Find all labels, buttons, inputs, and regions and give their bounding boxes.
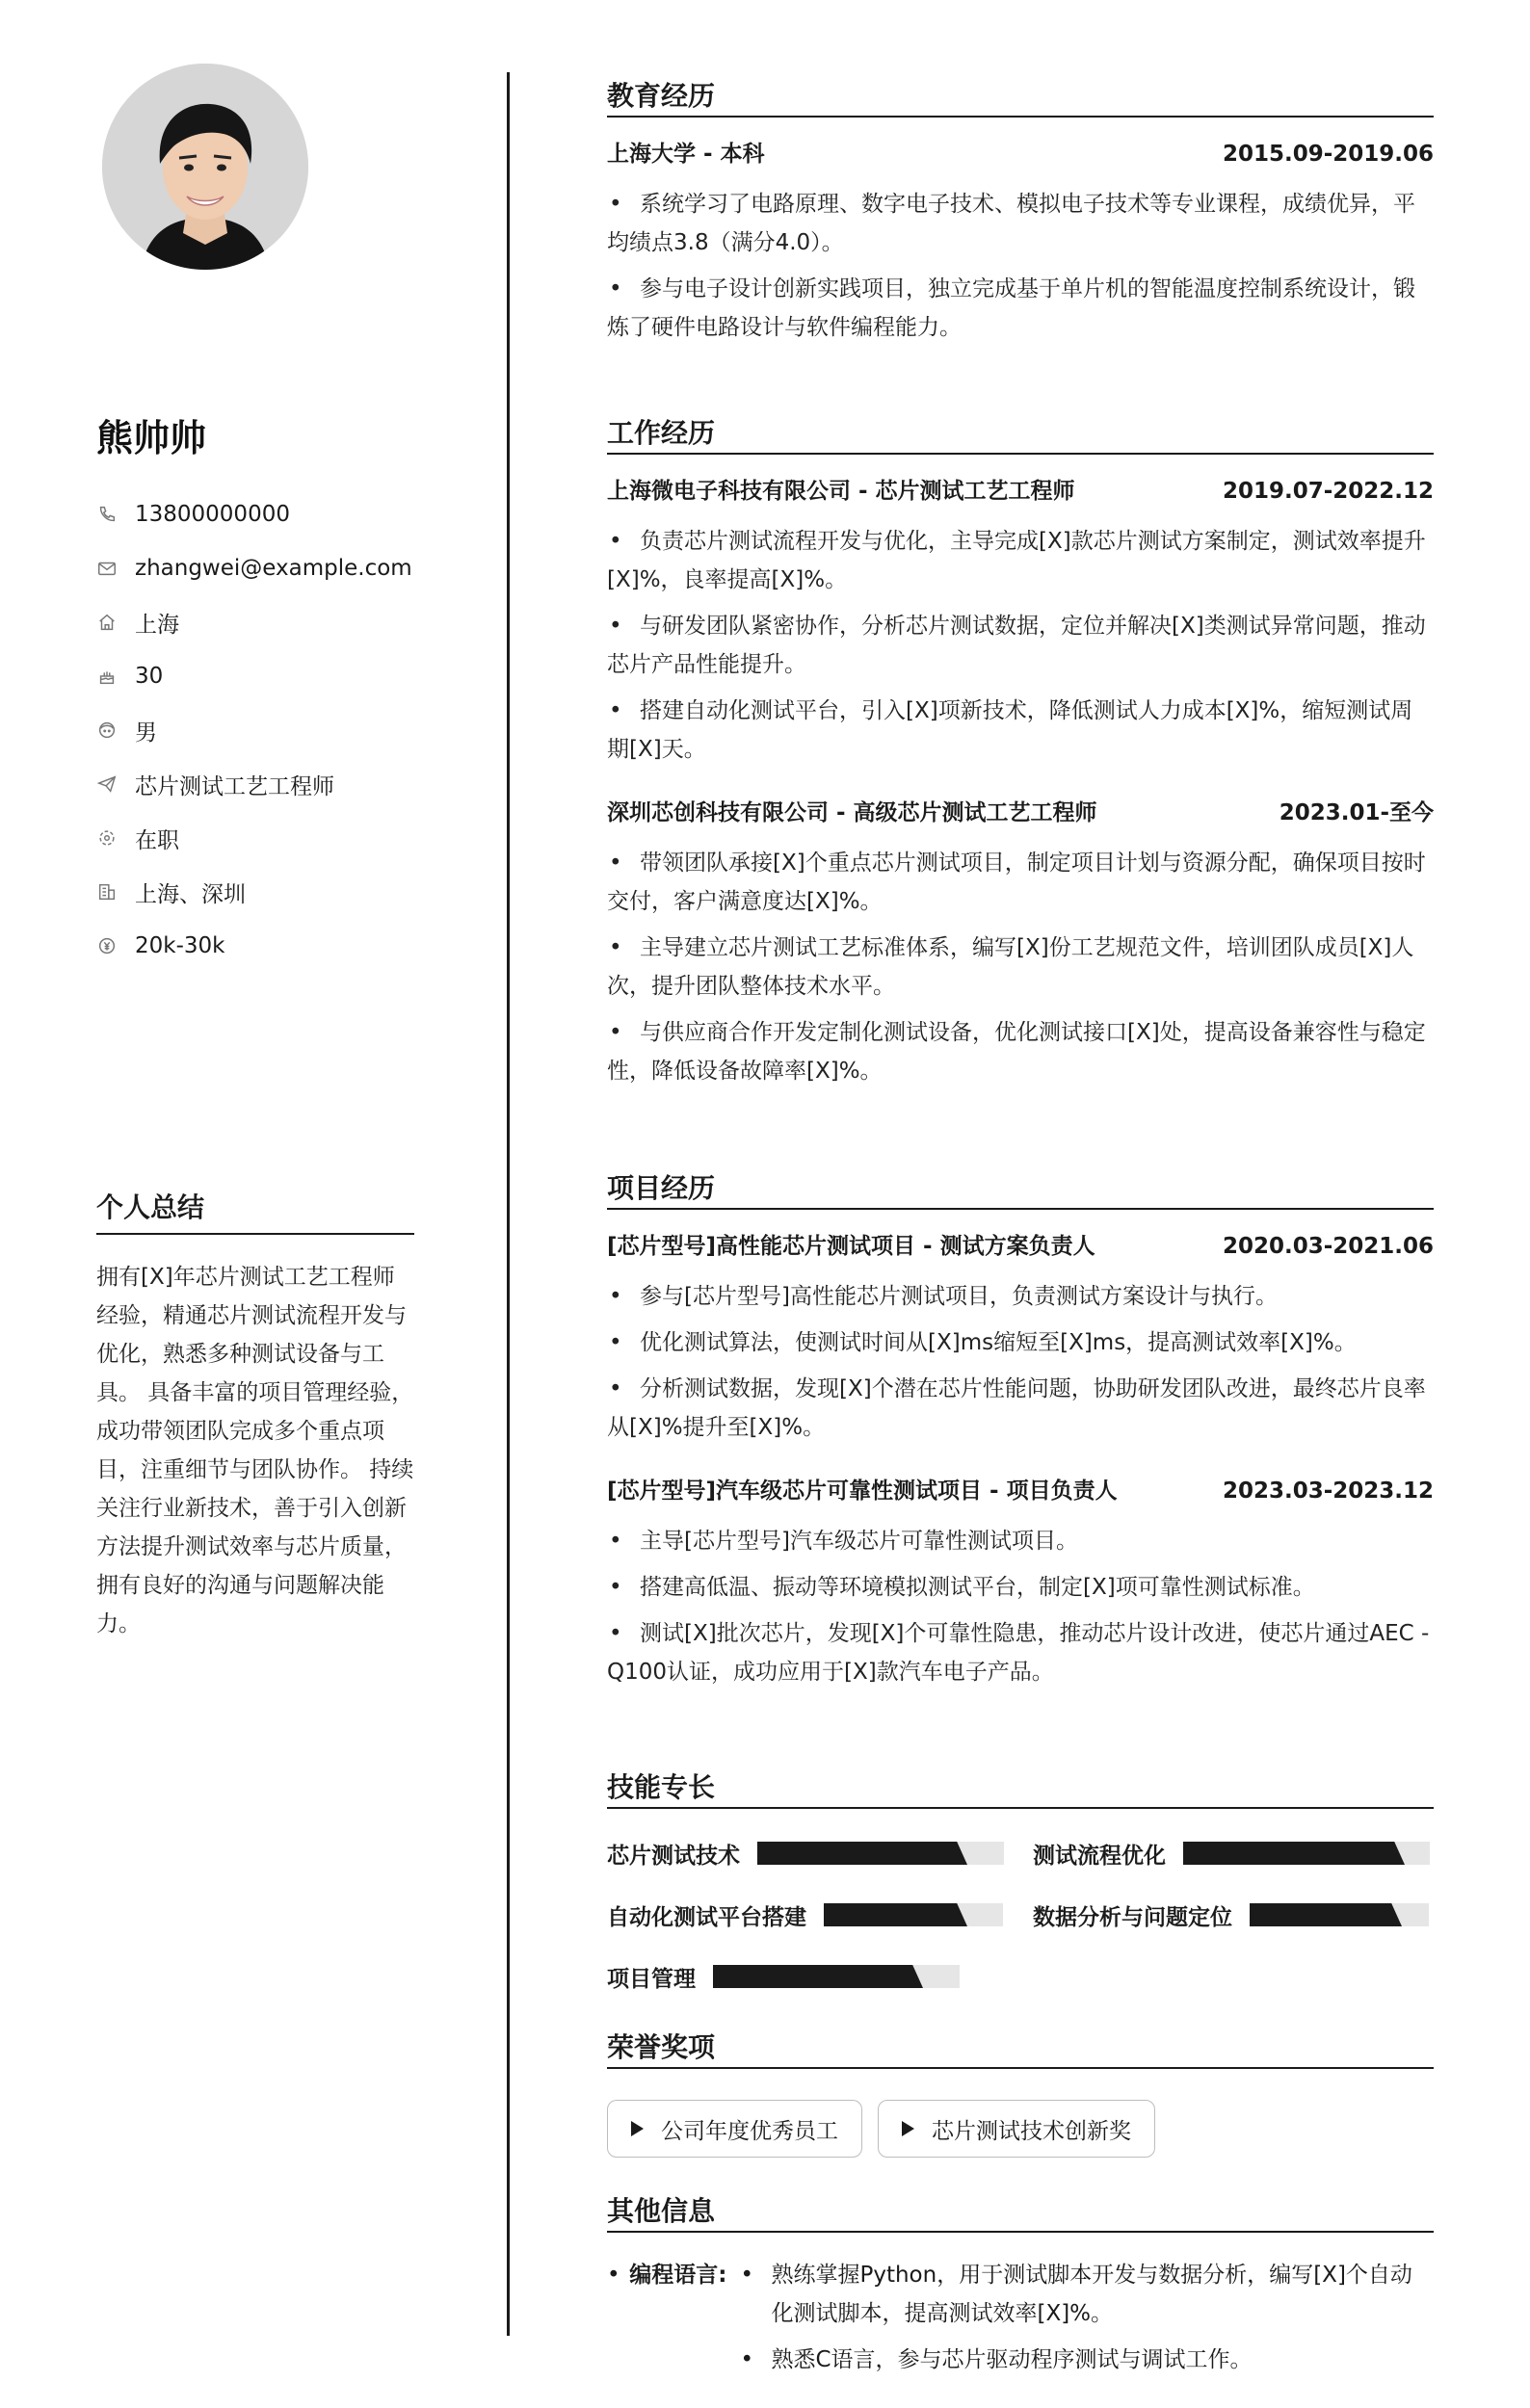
list-item: • 熟练掌握Python，用于测试脚本开发与数据分析，编写[X]个自动化测试脚本，提高测试效率[X]%。 xyxy=(738,2256,1434,2333)
project-bullets xyxy=(607,1522,1434,1691)
work-entry-head xyxy=(607,472,1434,510)
skill-bar xyxy=(1250,1903,1429,1926)
contact-position xyxy=(96,757,412,811)
other-list xyxy=(738,2256,1434,2387)
project-name: [芯片型号]高性能芯片测试项目 - 测试方案负责人 xyxy=(607,1234,1095,1259)
list-item: • 主导建立芯片测试工艺标准体系，编写[X]份工艺规范文件，培训团队成员[X]人次，提升团队整体技术水平。 xyxy=(607,929,1434,1006)
work-company: 深圳芯创科技有限公司 - 高级芯片测试工艺工程师 xyxy=(607,800,1097,825)
list-item: • 优化测试算法，使测试时间从[X]ms缩短至[X]ms，提高测试效率[X]%。 xyxy=(607,1323,1434,1362)
avatar xyxy=(102,64,308,270)
contact-email-text: zhangwei@example.com xyxy=(135,556,412,581)
status-icon xyxy=(96,827,118,849)
list-item: • 参与电子设计创新实践项目，独立完成基于单片机的智能温度控制系统设计，锻炼了硬件电路设计与软件编程能力。 xyxy=(607,270,1434,347)
contact-email xyxy=(96,541,412,595)
skill-name: 数据分析与问题定位 xyxy=(1033,1904,1232,1930)
project-name: [芯片型号]汽车级芯片可靠性测试项目 - 项目负责人 xyxy=(607,1479,1118,1504)
summary-title: 个人总结 xyxy=(96,1187,414,1235)
contact-age-text: 30 xyxy=(135,664,164,689)
building-icon xyxy=(96,881,118,903)
skill-name: 自动化测试平台搭建 xyxy=(607,1904,806,1930)
list-item: • 与供应商合作开发定制化测试设备，优化测试接口[X]处，提高设备兼容性与稳定性，降低设备故障率[X]%。 xyxy=(607,1013,1434,1090)
home-icon xyxy=(96,612,118,633)
work-date: 2023.01-至今 xyxy=(1279,800,1434,825)
education-section xyxy=(607,77,1434,354)
project-date: 2020.03-2021.06 xyxy=(1222,1234,1434,1259)
work-title: 工作经历 xyxy=(607,414,1434,455)
award-badge xyxy=(607,2100,862,2158)
list-item: • 主导[芯片型号]汽车级芯片可靠性测试项目。 xyxy=(607,1522,1434,1560)
skill-name: 测试流程优化 xyxy=(1033,1843,1166,1869)
award-label: 公司年度优秀员工 xyxy=(661,2118,838,2144)
work-bullets xyxy=(607,844,1434,1090)
education-title: 教育经历 xyxy=(607,77,1434,118)
list-item: • 参与[芯片型号]高性能芯片测试项目，负责测试方案设计与执行。 xyxy=(607,1277,1434,1316)
work-company: 上海微电子科技有限公司 - 芯片测试工艺工程师 xyxy=(607,479,1075,504)
education-entry-head xyxy=(607,135,1434,173)
contact-phone xyxy=(96,487,412,541)
avatar-portrait xyxy=(102,64,308,270)
gender-icon xyxy=(96,720,118,741)
list-item: • 搭建高低温、振动等环境模拟测试平台，制定[X]项可靠性测试标准。 xyxy=(607,1568,1434,1607)
send-icon xyxy=(96,773,118,795)
contact-city xyxy=(96,595,412,649)
skill-bar-fill xyxy=(713,1965,906,1988)
skill-item xyxy=(1033,1896,1429,1934)
work-date: 2019.07-2022.12 xyxy=(1222,479,1434,504)
contact-work-city xyxy=(96,865,412,919)
summary-text: 拥有[X]年芯片测试工艺工程师经验，精通芯片测试流程开发与优化，熟悉多种测试设备与工具。 具备丰富的项目管理经验，成功带领团队完成多个重点项目，注重细节与团队协作。 持续关注行业新技术，善于引入创新方法提升测试效率与芯片质量，拥有良好的沟通与问题解决能力。 xyxy=(96,1265,414,1636)
list-item: • 搭建自动化测试平台，引入[X]项新技术，降低测试人力成本[X]%，缩短测试周期[X]天。 xyxy=(607,692,1434,769)
project-bullets xyxy=(607,1277,1434,1447)
work-section xyxy=(607,414,1434,1098)
list-item: • 分析测试数据，发现[X]个潜在芯片性能问题，协助研发团队改进，最终芯片良率从[X]%提升至[X]%。 xyxy=(607,1370,1434,1447)
education-bullets xyxy=(607,185,1434,347)
cake-icon xyxy=(96,666,118,687)
contact-status-text: 在职 xyxy=(135,827,179,853)
skill-name: 项目管理 xyxy=(607,1966,696,1992)
email-icon xyxy=(96,558,118,579)
list-item: • 负责芯片测试流程开发与优化，主导完成[X]款芯片测试方案制定，测试效率提升[X]%，良率提高[X]%。 xyxy=(607,522,1434,599)
contact-salary-text: 20k-30k xyxy=(135,933,225,958)
play-icon xyxy=(631,2121,644,2136)
skill-bar-tail xyxy=(950,1842,967,1865)
skill-name: 芯片测试技术 xyxy=(607,1843,740,1869)
skills-grid xyxy=(607,1834,1434,2027)
education-date: 2015.09-2019.06 xyxy=(1222,142,1434,167)
skill-bar-fill xyxy=(1183,1842,1387,1865)
contact-salary xyxy=(96,919,412,973)
awards-title: 荣誉奖项 xyxy=(607,2028,1434,2069)
projects-section xyxy=(607,1169,1434,1699)
skill-bar xyxy=(1183,1842,1430,1865)
contact-status xyxy=(96,811,412,865)
list-item: • 带领团队承接[X]个重点芯片测试项目，制定项目计划与资源分配，确保项目按时交付，客户满意度达[X]%。 xyxy=(607,844,1434,921)
skill-item xyxy=(607,1834,1004,1872)
other-title: 其他信息 xyxy=(607,2192,1434,2233)
project-entry-head xyxy=(607,1227,1434,1266)
other-row xyxy=(607,2256,1434,2387)
skill-bar-fill xyxy=(1250,1903,1385,1926)
education-school: 上海大学 - 本科 xyxy=(607,142,765,167)
phone-icon xyxy=(96,504,118,525)
project-date: 2023.03-2023.12 xyxy=(1222,1479,1434,1504)
skill-bar-tail xyxy=(950,1903,967,1926)
candidate-name: 熊帅帅 xyxy=(96,417,207,459)
skill-item xyxy=(1033,1834,1430,1872)
skills-title: 技能专长 xyxy=(607,1768,1434,1809)
list-item: • 与研发团队紧密协作，分析芯片测试数据，定位并解决[X]类测试异常问题，推动芯片产品性能提升。 xyxy=(607,607,1434,684)
skill-bar-fill xyxy=(757,1842,950,1865)
list-item: • 测试[X]批次芯片，发现[X]个可靠性隐患，推动芯片设计改进，使芯片通过AEC - Q100认证，成功应用于[X]款汽车电子产品。 xyxy=(607,1614,1434,1691)
contact-gender xyxy=(96,703,412,757)
skill-bar-tail xyxy=(906,1965,923,1988)
skill-bar xyxy=(757,1842,1004,1865)
contact-gender-text: 男 xyxy=(135,720,157,746)
work-bullets xyxy=(607,522,1434,769)
list-item: • 熟悉C语言，参与芯片驱动程序测试与调试工作。 xyxy=(738,2341,1434,2379)
skill-item xyxy=(607,1896,1003,1934)
skill-bar xyxy=(713,1965,960,1988)
contact-phone-text: 13800000000 xyxy=(135,502,290,527)
work-entry-head xyxy=(607,794,1434,832)
salary-icon xyxy=(96,935,118,956)
bullet-dot: • xyxy=(607,2263,620,2288)
awards-list xyxy=(607,2100,1434,2158)
column-divider xyxy=(507,72,510,2336)
list-item: • 系统学习了电路原理、数字电子技术、模拟电子技术等专业课程，成绩优异，平均绩点3.8（满分4.0）。 xyxy=(607,185,1434,262)
award-label: 芯片测试技术创新奖 xyxy=(932,2118,1131,2144)
projects-title: 项目经历 xyxy=(607,1169,1434,1210)
contact-city-text: 上海 xyxy=(135,612,179,638)
play-icon xyxy=(902,2121,914,2136)
contact-position-text: 芯片测试工艺工程师 xyxy=(135,773,334,799)
skill-item xyxy=(607,1957,960,1996)
other-label: 编程语言: xyxy=(629,2263,727,2288)
skill-bar-tail xyxy=(1385,1903,1402,1926)
skill-bar-tail xyxy=(1387,1842,1405,1865)
awards-section xyxy=(607,2028,1434,2158)
skill-bar-fill xyxy=(824,1903,950,1926)
other-section xyxy=(607,2192,1434,2387)
project-entry-head xyxy=(607,1472,1434,1510)
skills-section xyxy=(607,1768,1434,2027)
other-info xyxy=(607,2256,1434,2387)
contact-work-city-text: 上海、深圳 xyxy=(135,881,246,907)
award-badge xyxy=(878,2100,1155,2158)
contact-age xyxy=(96,649,412,703)
skill-bar xyxy=(824,1903,1003,1926)
contact-list xyxy=(96,487,412,973)
